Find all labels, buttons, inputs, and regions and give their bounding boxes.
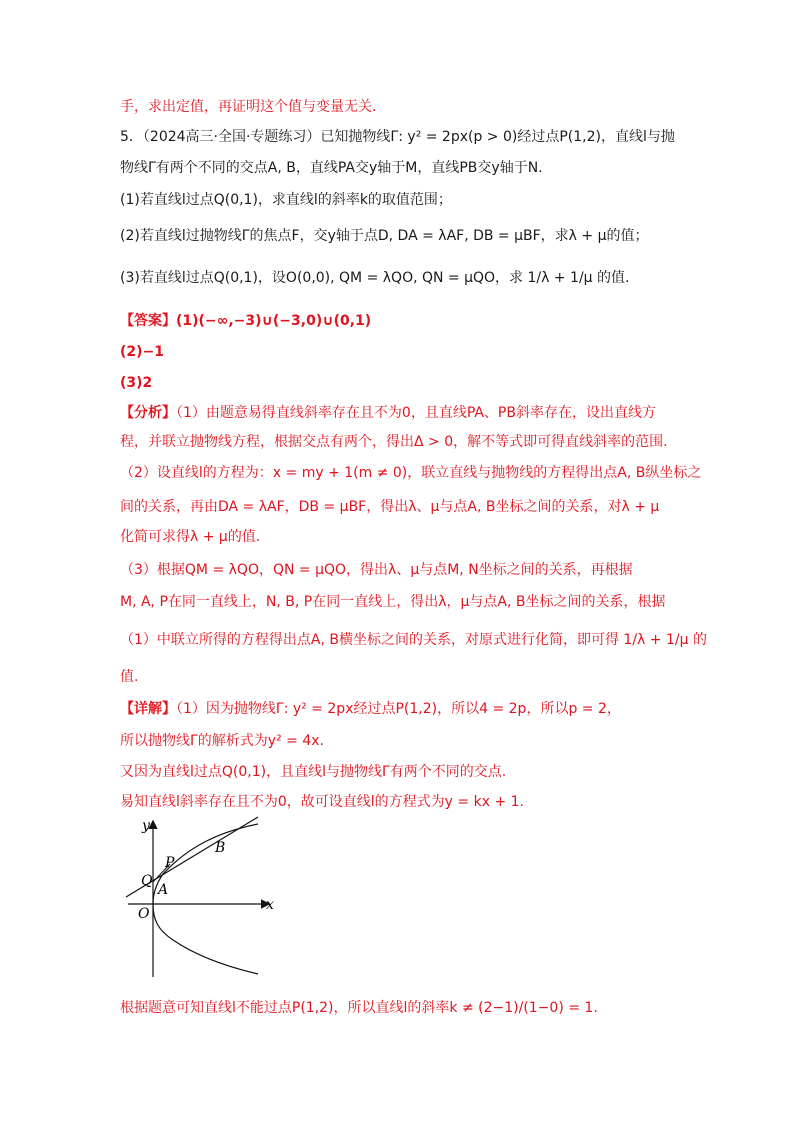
intro-text: 手，求出定值，再证明这个值与变量无关. bbox=[120, 99, 377, 115]
analysis-row-1 bbox=[120, 403, 656, 423]
analysis-p1b: 程，并联立抛物线方程，根据交点有两个，得出Δ > 0，解不等式即可得直线斜率的范围. bbox=[120, 434, 668, 450]
x-axis-label: x bbox=[266, 897, 274, 913]
parabola-curve bbox=[153, 824, 258, 974]
analysis-p2a: （2）设直线l的方程为：x = my + 1(m ≠ 0)，联立直线与抛物线的方程得出点A, B纵坐标之 bbox=[120, 465, 702, 481]
point-b-label: B bbox=[215, 840, 226, 856]
analysis-p3d: 值. bbox=[120, 669, 139, 685]
analysis-p2b: 间的关系，再由DA = λAF，DB = μBF，得出λ、μ与点A, B坐标之间的关系，对λ + μ bbox=[120, 499, 660, 515]
answer-label: 【答案】 bbox=[120, 313, 176, 329]
problem-part-1: (1)若直线l过点Q(0,1)，求直线l的斜率k的取值范围； bbox=[120, 192, 452, 208]
analysis-p3b: M, A, P在同一直线上，N, B, P在同一直线上，得出λ，μ与点A, B坐标之间的关系，根据 bbox=[120, 594, 666, 610]
detail-l1: （1）因为抛物线Γ: y² = 2px经过点P(1,2)，所以4 = 2p，所以p = 2， bbox=[176, 701, 621, 717]
analysis-p3a: （3）根据QM = λQO，QN = μQO，得出λ、μ与点M, N坐标之间的关系，再根据 bbox=[120, 562, 633, 578]
problem-part-3: (3)若直线l过点Q(0,1)，设O(0,0), QM = λQO, QN = μQO，求 1/λ + 1/μ 的值. bbox=[120, 270, 630, 286]
origin-label: O bbox=[138, 906, 150, 922]
problem-line-2: 物线Γ有两个不同的交点A, B，直线PA交y轴于M，直线PB交y轴于N. bbox=[120, 160, 543, 176]
detail-l2: 所以抛物线Γ的解析式为y² = 4x. bbox=[120, 733, 324, 749]
parabola-figure bbox=[118, 812, 288, 982]
point-a-label: A bbox=[158, 882, 169, 898]
y-axis-label: y bbox=[142, 818, 150, 834]
answer-2: (2)−1 bbox=[120, 344, 165, 360]
detail-l3: 又因为直线l过点Q(0,1)，且直线l与抛物线Γ有两个不同的交点. bbox=[120, 764, 507, 780]
point-q-label: Q bbox=[141, 873, 153, 889]
analysis-label: 【分析】 bbox=[120, 405, 176, 421]
point-p-label: P bbox=[165, 855, 175, 871]
problem-line-1: 5．（2024高三·全国·专题练习）已知抛物线Γ: y² = 2px(p > 0)经过点P(1,2)，直线l与抛 bbox=[120, 129, 675, 145]
detail-l5: 根据题意可知直线l不能过点P(1,2)，所以直线l的斜率k ≠ (2−1)/(1−0) = 1. bbox=[120, 1000, 598, 1016]
analysis-p2c: 化简可求得λ + μ的值. bbox=[120, 529, 261, 545]
answer-3: (3)2 bbox=[120, 375, 153, 391]
detail-label: 【详解】 bbox=[120, 701, 176, 717]
answer-row-1 bbox=[120, 311, 371, 331]
problem-part-2: (2)若直线l过抛物线Γ的焦点F，交y轴于点D, DA = λAF, DB = μBF，求λ + μ的值； bbox=[120, 228, 649, 244]
detail-l4: 易知直线l斜率存在且不为0，故可设直线l的方程式为y = kx + 1. bbox=[120, 794, 524, 810]
answer-1: (1)(−∞,−3)∪(−3,0)∪(0,1) bbox=[176, 313, 372, 329]
analysis-p3c: （1）中联立所得的方程得出点A, B横坐标之间的关系，对原式进行化简，即可得 1/λ + 1/μ 的 bbox=[120, 632, 707, 648]
analysis-p1a: （1）由题意易得直线斜率存在且不为0，且直线PA、PB斜率存在，设出直线方 bbox=[176, 405, 656, 421]
detail-row-1 bbox=[120, 699, 621, 719]
